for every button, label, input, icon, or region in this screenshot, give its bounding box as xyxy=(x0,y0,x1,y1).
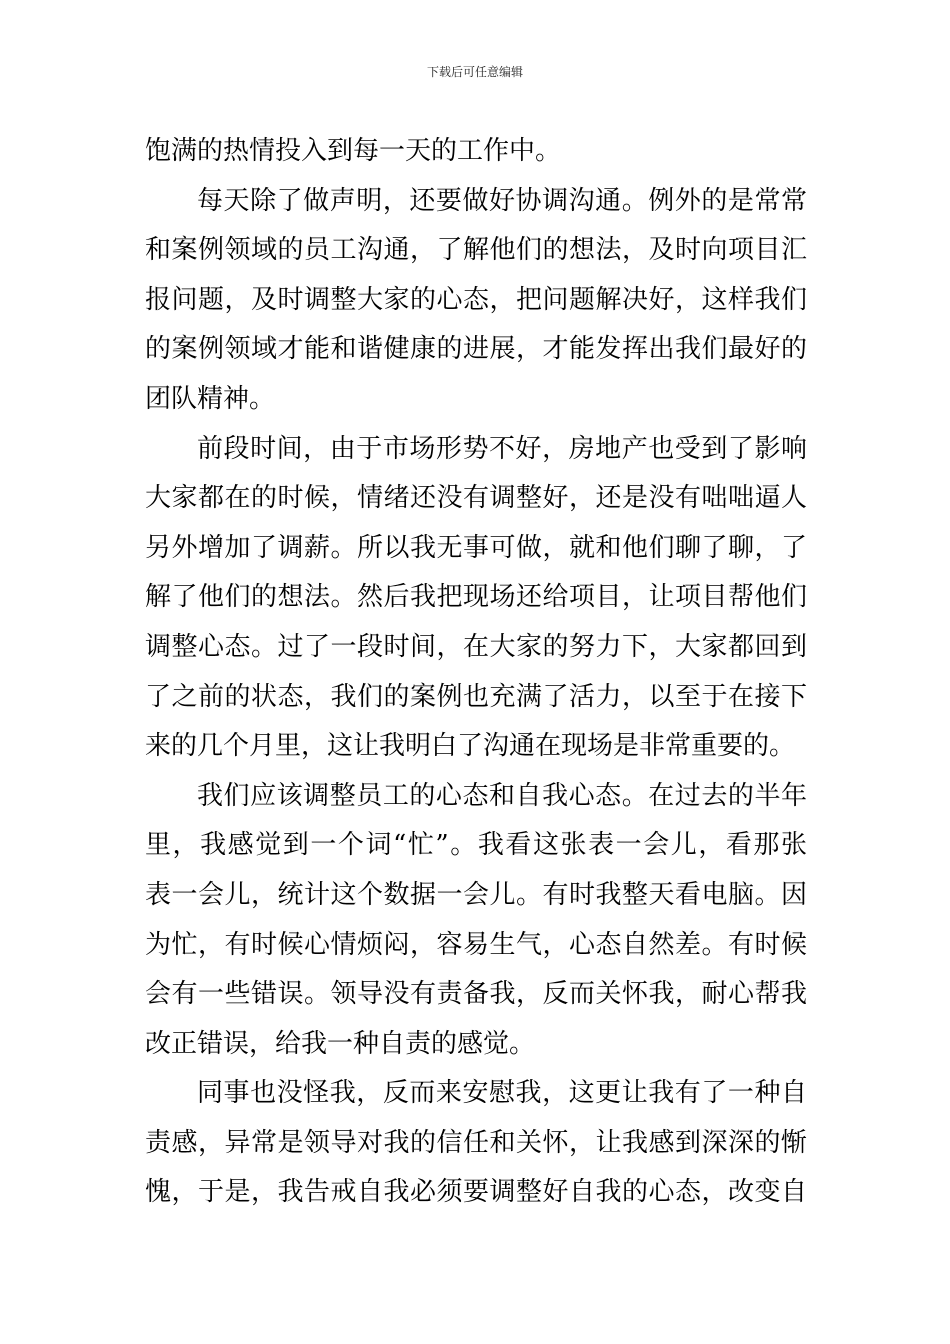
paragraph-line: 解了他们的想法。然后我把现场还给项目，让项目帮他们 xyxy=(145,582,807,613)
paragraph-line: 改正错误，给我一种自责的感觉。 xyxy=(145,1028,536,1059)
paragraph-line: 前段时间，由于市场形势不好，房地产也受到了影响 xyxy=(197,433,807,464)
paragraph-line: 同事也没怪我，反而来安慰我，这更让我有了一种自 xyxy=(197,1078,807,1109)
paragraph-line: 责感，异常是领导对我的信任和关怀，让我感到深深的惭 xyxy=(145,1127,807,1158)
paragraph-line: 的案例领域才能和谐健康的进展，才能发挥出我们最好的 xyxy=(145,334,807,365)
paragraph-line: 为忙，有时候心情烦闷，容易生气，心态自然差。有时候 xyxy=(145,929,807,960)
paragraph-line: 和案例领域的员工沟通，了解他们的想法，及时向项目汇 xyxy=(145,235,807,266)
paragraph-line: 里，我感觉到一个词“忙”。我看这张表一会儿，看那张 xyxy=(145,830,807,861)
paragraph-line: 团队精神。 xyxy=(145,383,276,414)
paragraph-line: 愧，于是，我告戒自我必须要调整好自我的心态，改变自 xyxy=(145,1177,807,1208)
paragraph-line: 饱满的热情投入到每一天的工作中。 xyxy=(145,136,562,166)
paragraph-line: 调整心态。过了一段时间，在大家的努力下，大家都回到 xyxy=(145,631,807,662)
paragraph-line: 我们应该调整员工的心态和自我心态。在过去的半年 xyxy=(197,780,807,811)
page-header-watermark: 下载后可任意编辑 xyxy=(426,65,523,79)
paragraph-line: 来的几个月里，这让我明白了沟通在现场是非常重要的。 xyxy=(145,731,796,762)
paragraph-line: 每天除了做声明，还要做好协调沟通。例外的是常常 xyxy=(197,185,807,216)
paragraph-line: 大家都在的时候，情绪还没有调整好，还是没有咄咄逼人 xyxy=(145,483,807,514)
paragraph-line: 会有一些错误。领导没有责备我，反而关怀我，耐心帮我 xyxy=(145,979,807,1010)
paragraph-line: 了之前的状态，我们的案例也充满了活力，以至于在接下 xyxy=(145,681,807,712)
document-body xyxy=(145,127,807,1218)
paragraph-line: 另外增加了调薪。所以我无事可做，就和他们聊了聊，了 xyxy=(145,532,807,563)
paragraph-line: 表一会儿，统计这个数据一会儿。有时我整天看电脑。因 xyxy=(145,879,807,910)
paragraph-line: 报问题，及时调整大家的心态，把问题解决好，这样我们 xyxy=(145,284,807,315)
